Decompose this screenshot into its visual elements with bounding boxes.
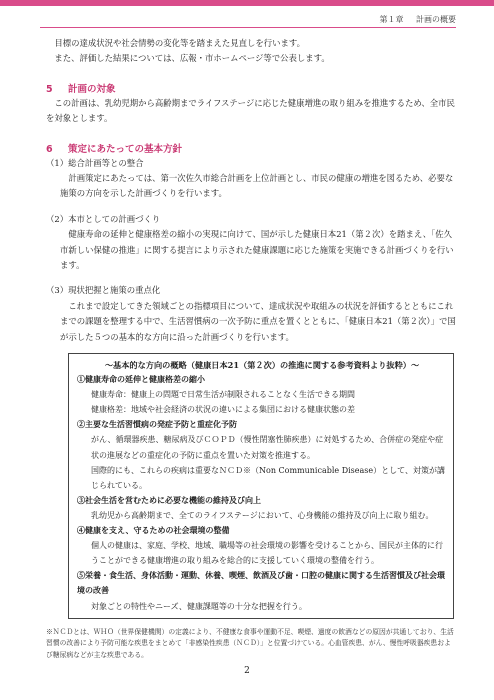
- box-item-5-heading: ⑤栄養・食生活、身体活動・運動、休養、喫煙、飲酒及び歯・口腔の健康に関する生活習慣及び社会環境の改善: [77, 570, 445, 596]
- page-content: [46, 36, 456, 661]
- subsection-1-body: 計画策定にあたっては、第一次佐久市総合計画を上位計画とし、市民の健康の増進を図るため、必要な施策の方向を示した計画づくりを行います。: [60, 173, 454, 199]
- section-5-title: 計画の対象: [68, 83, 116, 95]
- section-6-number: 6: [46, 143, 53, 155]
- running-header: [369, 14, 456, 25]
- subsection-1-title: （1）総合計画等との整合: [46, 157, 144, 168]
- section-6-heading: [46, 141, 456, 155]
- intro-line-1: 目標の達成状況や社会情勢の変化等を踏まえた見直しを行います。: [54, 38, 305, 48]
- header-rule: [40, 27, 456, 28]
- box-item-1-heading: ①健康寿命の延伸と健康格差の縮小: [77, 374, 205, 385]
- box-item-4-text: 個人の健康は、家庭、学校、地域、職場等の社会環境の影響を受けることから、国民が主体的に行うことができる健康増進の取り組みを総合的に支援していく環境の整備を行う。: [91, 541, 443, 566]
- page-number: 2: [244, 666, 250, 676]
- box-item-2-text-a: がん、循環器疾患、糖尿病及びＣＯＰＤ（慢性閉塞性肺疾患）に対処するため、合併症の発症や症状の進展などの重症化の予防に重点を置いた対策を推進する。: [91, 435, 444, 460]
- subsection-2-body: 健康寿命の延伸と健康格差の縮小の実現に向けて、国が示した健康日本21（第２次）を踏まえ、「佐久市新しい保健の推進」に関する提言により示された健康課題に応じた施策を実施できる計画づくりを行います。: [60, 229, 454, 271]
- box-item-3-heading: ③社会生活を営むために必要な機能の維持及び向上: [77, 494, 261, 505]
- section-5-body: この計画は、乳幼児期から高齢期までライフステージに応じた健康増進の取り組みを推進するため、全市民を対象とします。: [46, 97, 455, 124]
- chapter-title: 計画の概要: [416, 15, 456, 24]
- box-item-5-text: 対象ごとの特性やニーズ、健康課題等の十分な把握を行う。: [91, 601, 307, 611]
- section-5-number: 5: [46, 83, 53, 95]
- box-item-1-text-a: 健康寿命：健康上の問題で日常生活が制限されることなく生活できる期間: [91, 390, 355, 400]
- header-accent-bar: [0, 0, 494, 6]
- box-item-1-text-b: 健康格差：地域や社会経済の状況の違いによる集団における健康状態の差: [91, 405, 355, 415]
- box-item-4-heading: ④健康を支え、守るための社会環境の整備: [77, 525, 230, 536]
- box-item-2-text-b: 国際的にも、これらの疾病は重要なＮＣＤ※（Non Communicable Disease）として、対策が講じられている。: [91, 465, 445, 490]
- box-item-3-text: 乳幼児から高齢期まで、全てのライフステージにおいて、心身機能の維持及び向上に取り組む。: [91, 510, 434, 520]
- box-title: ～基本的な方向の概略（健康日本21（第２次）の推進に関する参考資料より抜粋）～: [104, 360, 420, 371]
- subsection-3-title: （3）現状把握と施策の重点化: [46, 285, 161, 296]
- box-item-2-heading: ②主要な生活習慣病の発症予防と重症化予防: [77, 419, 237, 430]
- subsection-3-body: これまで設定してきた領域ごとの指標項目について、達成状況や取組みの状況を評価するとともにこれまでの課題を整理する中で、生活習慣病の一次予防に重点を置くとともに、「健康日本21（第２次）」で国が示した５つの基本的な方向に沿った計画づくりを行います。: [60, 300, 456, 342]
- footnote-ncd: ※ＮＣＤとは、ＷＨＯ（世界保健機関）の定義により、不健康な食事や運動不足、喫煙、過度の飲酒などの原因が共通しており、生活習慣の改善により予防可能な疾患をまとめて「非感染性疾患（ＮＣＤ）」と位置づけている。心血管疾患、がん、慢性呼吸器疾患および糖尿病などが主な疾患である。: [46, 627, 454, 659]
- subsection-2-title: （2）本市としての計画づくり: [46, 213, 161, 224]
- intro-line-2: また、評価した結果については、広報・市ホームページ等で公表します。: [54, 53, 330, 64]
- section-5-heading: [46, 81, 456, 95]
- basic-direction-box: [68, 353, 454, 619]
- section-6-title: 策定にあたっての基本方針: [68, 143, 183, 155]
- chapter-label: 第１章: [379, 15, 404, 24]
